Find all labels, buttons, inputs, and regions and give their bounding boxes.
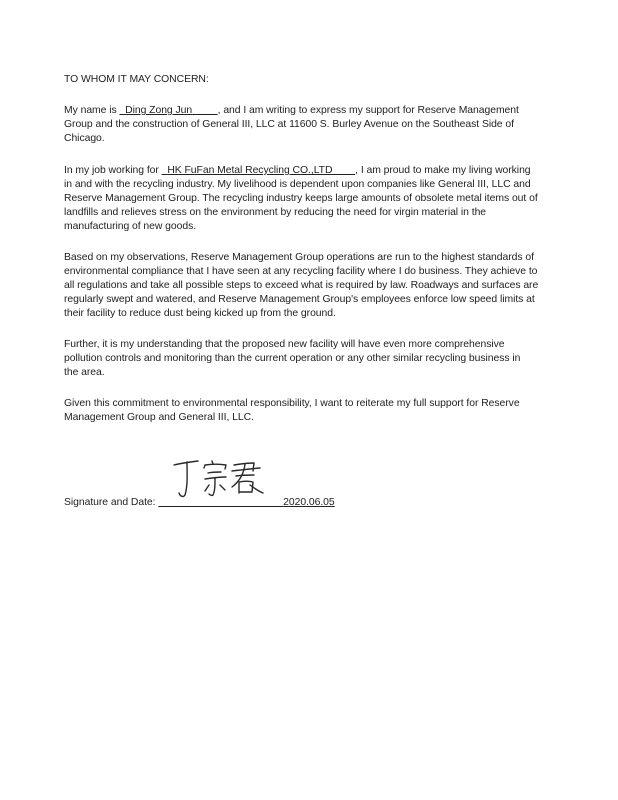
paragraph-2-line-5: manufacturing of new goods. [64, 221, 197, 232]
paragraph-1-line-3: Chicago. [64, 133, 105, 144]
paragraph-5-line-1: Given this commitment to environmental responsibility, I want to reiterate my full support for Reserve [64, 398, 520, 409]
paragraph-4-line-1: Further, it is my understanding that the proposed new facility will have even more comprehensive [64, 339, 505, 350]
paragraph-1-line-2: Group and the construction of General III, LLC at 11600 S. Burley Avenue on the Southeast Side of [64, 119, 514, 130]
company-name: HK FuFan Metal Recycling CO.,LTD [167, 165, 333, 176]
signature-label: Signature and Date: [64, 497, 159, 508]
p2-suffix: , I am proud to make my living working [355, 165, 531, 176]
paragraph-2-line-1 [64, 165, 531, 177]
salutation: TO WHOM IT MAY CONCERN: [64, 74, 209, 85]
p1-prefix: My name is [64, 105, 120, 116]
paragraph-3-line-1: Based on my observations, Reserve Management Group operations are run to the highest standards of [64, 252, 534, 263]
signature-date-line [64, 497, 335, 509]
paragraph-4-line-3: the area. [64, 367, 105, 378]
paragraph-2-line-3: Reserve Management Group. The recycling industry keeps large amounts of obsolete metal items out of [64, 193, 538, 204]
paragraph-3-line-5: their facility to reduce dust being kicked up from the ground. [64, 308, 336, 319]
paragraph-3-line-2: environmental compliance that I have seen at any recycling facility where I do business. They achieve to [64, 266, 538, 277]
paragraph-3-line-3: all regulations and take all possible steps to exceed what is required by law. Roadways and surfaces are [64, 280, 539, 291]
signature-date-field [158, 497, 334, 508]
signature-date: 2020.06.05 [283, 497, 335, 508]
p2-prefix: In my job working for [64, 165, 162, 176]
paragraph-5-line-2: Management Group and General III, LLC. [64, 412, 254, 423]
paragraph-1-line-1 [64, 105, 519, 117]
paragraph-2-line-4: landfills and relieves stress on the environment by reducing the need for virgin material in the [64, 207, 487, 218]
writer-name: Ding Zong Jun [125, 105, 193, 116]
handwritten-signature [168, 455, 268, 503]
paragraph-3-line-4: regularly swept and watered, and Reserve Management Group's employees enforce low speed limits at [64, 294, 535, 305]
paragraph-2-line-2: in and with the recycling industry. My livelihood is dependent upon companies like General III, LLC and [64, 179, 531, 190]
p1-suffix: , and I am writing to express my support for Reserve Management [217, 105, 519, 116]
paragraph-4-line-2: pollution controls and monitoring than the current operation or any other similar recycling business in [64, 353, 521, 364]
